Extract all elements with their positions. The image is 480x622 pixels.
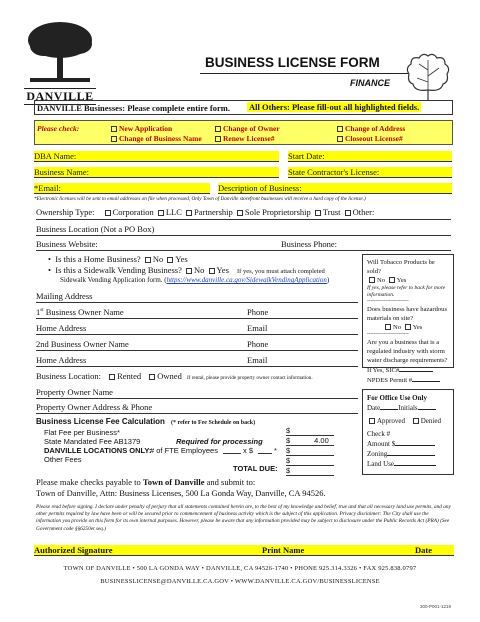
fee-title: Business License Fee Calculation — [36, 417, 165, 426]
tobacco-yes[interactable]: Yes — [387, 277, 407, 284]
checkbox-icon — [369, 418, 375, 424]
owner2-address-field[interactable]: Home Address — [36, 355, 87, 365]
office-use-box — [362, 389, 454, 475]
description-field[interactable] — [218, 183, 452, 194]
hazard-no[interactable]: No — [383, 324, 401, 331]
property-address-underline — [36, 413, 358, 414]
checkbox-icon — [215, 136, 221, 142]
checkbox-icon — [167, 257, 173, 263]
description-label: Description of Business: — [218, 183, 302, 193]
business-location-field[interactable]: Business Location (Not a PO Box) — [36, 224, 155, 234]
fte-input[interactable] — [223, 453, 241, 454]
owner2-email-field[interactable]: Email — [247, 355, 268, 365]
email-label: *Email: — [34, 183, 61, 193]
ownership-other[interactable]: Other: — [343, 207, 375, 217]
date-label: Date — [415, 545, 432, 555]
rate-input[interactable] — [258, 453, 272, 454]
divider: ------------------------- — [367, 299, 409, 304]
checkbox-icon — [413, 418, 419, 424]
flat-fee-label: Flat Fee per Business* — [44, 428, 120, 437]
checkbox-icon — [186, 268, 192, 274]
checkbox-icon — [385, 324, 391, 330]
tree-icon — [24, 18, 96, 86]
fee-dollar-column — [286, 426, 334, 476]
fte-fee-amount[interactable]: $ — [286, 446, 334, 456]
storm-question: Are you a business that is a regulated industry with storm water discharge requirements? — [367, 339, 448, 364]
title-rule — [200, 73, 415, 74]
authorized-signature-label: Authorized Signature — [34, 545, 113, 555]
phone-field[interactable]: Business Phone: — [281, 239, 337, 249]
check-change-of-owner[interactable]: Change of Owner — [213, 124, 280, 133]
tobacco-no[interactable]: No — [367, 277, 385, 284]
checkbox-icon — [109, 374, 115, 380]
checkbox-icon — [369, 277, 375, 283]
website-underline — [36, 250, 451, 251]
home-no-option[interactable]: No — [143, 254, 163, 264]
property-owner-underline — [36, 398, 358, 399]
check-change-business-name[interactable]: Change of Business Name — [109, 134, 202, 143]
tobacco-note: If yes, please refer to back for more information. — [367, 285, 446, 298]
disclaimer-text: Please read before signing. I declare under penalty of perjury that all statements contained herein are, to the best of my knowledge and belief, true and that all necessary land use permits, and any other permits required by law have been or will be secured prior to commencement of business activity which is the subject of this application. Privacy disclaimer: The City shall use the information you provide on this form for its own internal purposes. However, please be aware that any information provided may be subject to disclosure under the Public Records Act (PRA) (See Government code §§6250et seq.) — [36, 504, 451, 532]
times-label: x $ — [243, 446, 254, 455]
hazard-yes[interactable]: Yes — [403, 324, 423, 331]
checkbox-icon — [186, 210, 192, 216]
owner1-address-field[interactable]: Home Address — [36, 323, 87, 333]
check-number-field[interactable]: Check # — [367, 430, 391, 438]
office-date-row[interactable]: Date Initials — [367, 403, 449, 413]
zoning-field[interactable]: Zoning — [367, 449, 449, 459]
checkbox-icon — [237, 210, 243, 216]
sidewalk-no-option[interactable]: No — [184, 265, 204, 275]
state-fee-label: State Mandated Fee AB1379 — [44, 437, 141, 446]
ownership-sole-proprietorship[interactable]: Sole Proprietorship — [235, 207, 311, 217]
ownership-trust[interactable]: Trust — [313, 207, 341, 217]
property-address-field[interactable]: Property Owner Address & Phone — [36, 402, 153, 412]
checkbox-icon — [345, 210, 351, 216]
office-use-title: For Office Use Only — [367, 394, 427, 402]
dba-label: DBA Name: — [34, 151, 77, 161]
rate-star: * — [274, 446, 277, 455]
divider: ------------------------- — [367, 332, 409, 337]
total-due-amount[interactable]: $ — [286, 466, 334, 476]
fte-label: # of FTE Employees — [150, 446, 218, 455]
owner1-phone-field[interactable]: Phone — [247, 307, 269, 317]
flat-fee-amount[interactable]: $ — [286, 426, 334, 436]
town-logo — [24, 18, 96, 103]
checkbox-icon — [111, 126, 117, 132]
checkbox-icon — [158, 210, 164, 216]
oak-leaf-icon — [405, 50, 451, 102]
checkbox-icon — [149, 374, 155, 380]
business-name-label: Business Name: — [34, 167, 90, 177]
environmental-questions-box — [362, 254, 454, 384]
oak-leaf-logo — [405, 50, 451, 102]
sidewalk-note: If yes, you must attach completed — [237, 268, 325, 275]
total-due-label: TOTAL DUE: — [233, 464, 278, 473]
sidewalk-form-line: Sidewalk Vending Application form. (https://www.danville.ca.gov/SidewalkVendingApplication) — [60, 276, 330, 284]
mailing-address-field[interactable]: Mailing Address — [36, 291, 93, 301]
payable-line-2: Town of Danville, Attn: Business Licenses, 500 La Gonda Way, Danville, CA 94526. — [36, 488, 326, 498]
please-check-section — [34, 120, 453, 145]
home-business-question: • Is this a Home Business? No Yes — [48, 254, 188, 264]
owner1-address-underline — [36, 334, 358, 335]
checkbox-icon — [405, 324, 411, 330]
logo-text: DANVILLE — [24, 88, 96, 105]
ownership-label: Ownership Type: — [36, 207, 95, 217]
owner2-underline — [36, 350, 358, 351]
sic-field[interactable]: If Yes, SIC# — [367, 365, 449, 375]
owner2-address-underline — [36, 366, 358, 367]
sidewalk-question: • Is this a Sidewalk Vending Business? No Yes If yes, you must attach completed — [48, 265, 325, 275]
dba-field[interactable] — [34, 151, 279, 162]
start-date-label: Start Date: — [288, 151, 325, 161]
please-check-label: Please check: — [37, 124, 80, 133]
checkbox-icon — [315, 210, 321, 216]
owner2-name-field[interactable]: 2nd Business Owner Name — [36, 339, 129, 349]
danville-notice: DANVILLE Businesses: Please complete entire form. — [37, 103, 230, 113]
mailing-underline — [36, 302, 358, 303]
print-name-label: Print Name — [262, 545, 305, 555]
fee-title-row — [36, 417, 356, 426]
check-renew-license[interactable]: Renew License# — [213, 134, 274, 143]
property-owner-field[interactable]: Property Owner Name — [36, 387, 113, 397]
home-yes-option[interactable]: Yes — [165, 254, 187, 264]
ownership-llc[interactable]: LLC — [156, 207, 182, 217]
checkbox-icon — [145, 257, 151, 263]
hazard-question: Does business have hazardous materials on site? No Yes — [367, 306, 448, 331]
owner1-name-field[interactable]: 1st Business Owner Name — [36, 307, 124, 317]
office-approval-row — [367, 416, 449, 426]
state-fee-amount: $ 4.00 — [286, 436, 334, 446]
owned-option[interactable]: Owned — [147, 371, 182, 381]
ownership-partnership[interactable]: Partnership — [184, 207, 233, 217]
bullet-icon: • — [48, 254, 51, 264]
rental-note: If rental, please provide property owner contact information. — [186, 375, 313, 381]
land-use-field[interactable]: Land Use — [367, 459, 449, 469]
start-date-field[interactable] — [288, 151, 452, 162]
ownership-row — [36, 207, 374, 217]
email-field[interactable] — [34, 183, 210, 194]
check-closeout-license[interactable]: Closeout License# — [335, 134, 403, 143]
footer-contact: BUSINESSLICENSE@DANVILLE.CA.GOV • WWW.DANVILLE.CA.GOV/BUSINESSLICENSE — [100, 578, 380, 585]
contractor-license-field[interactable] — [288, 167, 452, 178]
checkbox-icon — [337, 136, 343, 142]
owner1-email-field[interactable]: Email — [247, 323, 268, 333]
ownership-underline — [36, 219, 451, 220]
payable-line-1: Please make checks payable to Town of Danville and submit to: — [36, 477, 256, 487]
other-fee-amount[interactable]: $ — [286, 456, 334, 466]
department-label: FINANCE — [350, 78, 390, 88]
email-note: *Electronic licenses will be sent to email addresses on file when processed, Only Town of Danville storefront businesses will receive a hard copy of the license.) — [34, 196, 366, 202]
owner2-phone-field[interactable]: Phone — [247, 339, 269, 349]
checkbox-icon — [209, 268, 215, 274]
business-name-field[interactable] — [34, 167, 279, 178]
others-notice: All Others: Please fill-out all highlighted fields. — [249, 102, 420, 112]
amount-field[interactable]: Amount $ — [367, 439, 449, 449]
check-new-application[interactable]: New Application — [109, 124, 172, 133]
location-underline — [36, 235, 451, 236]
owner1-underline — [36, 318, 358, 319]
npdes-field[interactable]: NPDES Permit # — [367, 375, 449, 385]
checkbox-icon — [215, 126, 221, 132]
contractor-license-label: State Contractor's License: — [288, 167, 380, 177]
checkbox-icon — [111, 136, 117, 142]
fee-calculation-section — [36, 417, 356, 426]
checkbox-icon — [105, 210, 111, 216]
bullet-icon: • — [48, 265, 51, 275]
other-fees-label: Other Fees — [44, 455, 82, 464]
signature-bar[interactable] — [34, 545, 454, 556]
rented-option[interactable]: Rented — [107, 371, 141, 381]
approved-option[interactable]: Approved — [367, 417, 405, 425]
footer-address: TOWN OF DANVILLE • 500 LA GONDA WAY • DANVILLE, CA 94526-1740 • PHONE 925.314.3326 • FAX 925.838.0797 — [63, 565, 417, 572]
page-title: BUSINESS LICENSE FORM — [205, 55, 380, 70]
ownership-corporation[interactable]: Corporation — [103, 207, 154, 217]
tobacco-question: Will Tobacco Products be sold? No Yes — [367, 259, 435, 284]
required-label: Required for processing — [176, 437, 263, 446]
denied-option[interactable]: Denied — [411, 417, 441, 425]
website-field[interactable]: Business Website: — [36, 239, 98, 249]
checkbox-icon — [337, 126, 343, 132]
business-location-type: Business Location: Rented Owned If rental, please provide property owner contact information. — [36, 371, 313, 381]
check-change-of-address[interactable]: Change of Address — [335, 124, 405, 133]
form-code: 300-P001-1219 — [420, 604, 452, 609]
notice-bar — [34, 100, 453, 115]
checkbox-icon — [389, 277, 395, 283]
sidewalk-link[interactable]: https://www.danville.ca.gov/SidewalkVendingApplication — [166, 276, 327, 284]
fee-note: (* refer to Fee Schedule on back) — [171, 420, 256, 426]
danville-locations-label: DANVILLE LOCATIONS ONLY: — [44, 446, 152, 455]
sidewalk-yes-option[interactable]: Yes — [207, 265, 229, 275]
